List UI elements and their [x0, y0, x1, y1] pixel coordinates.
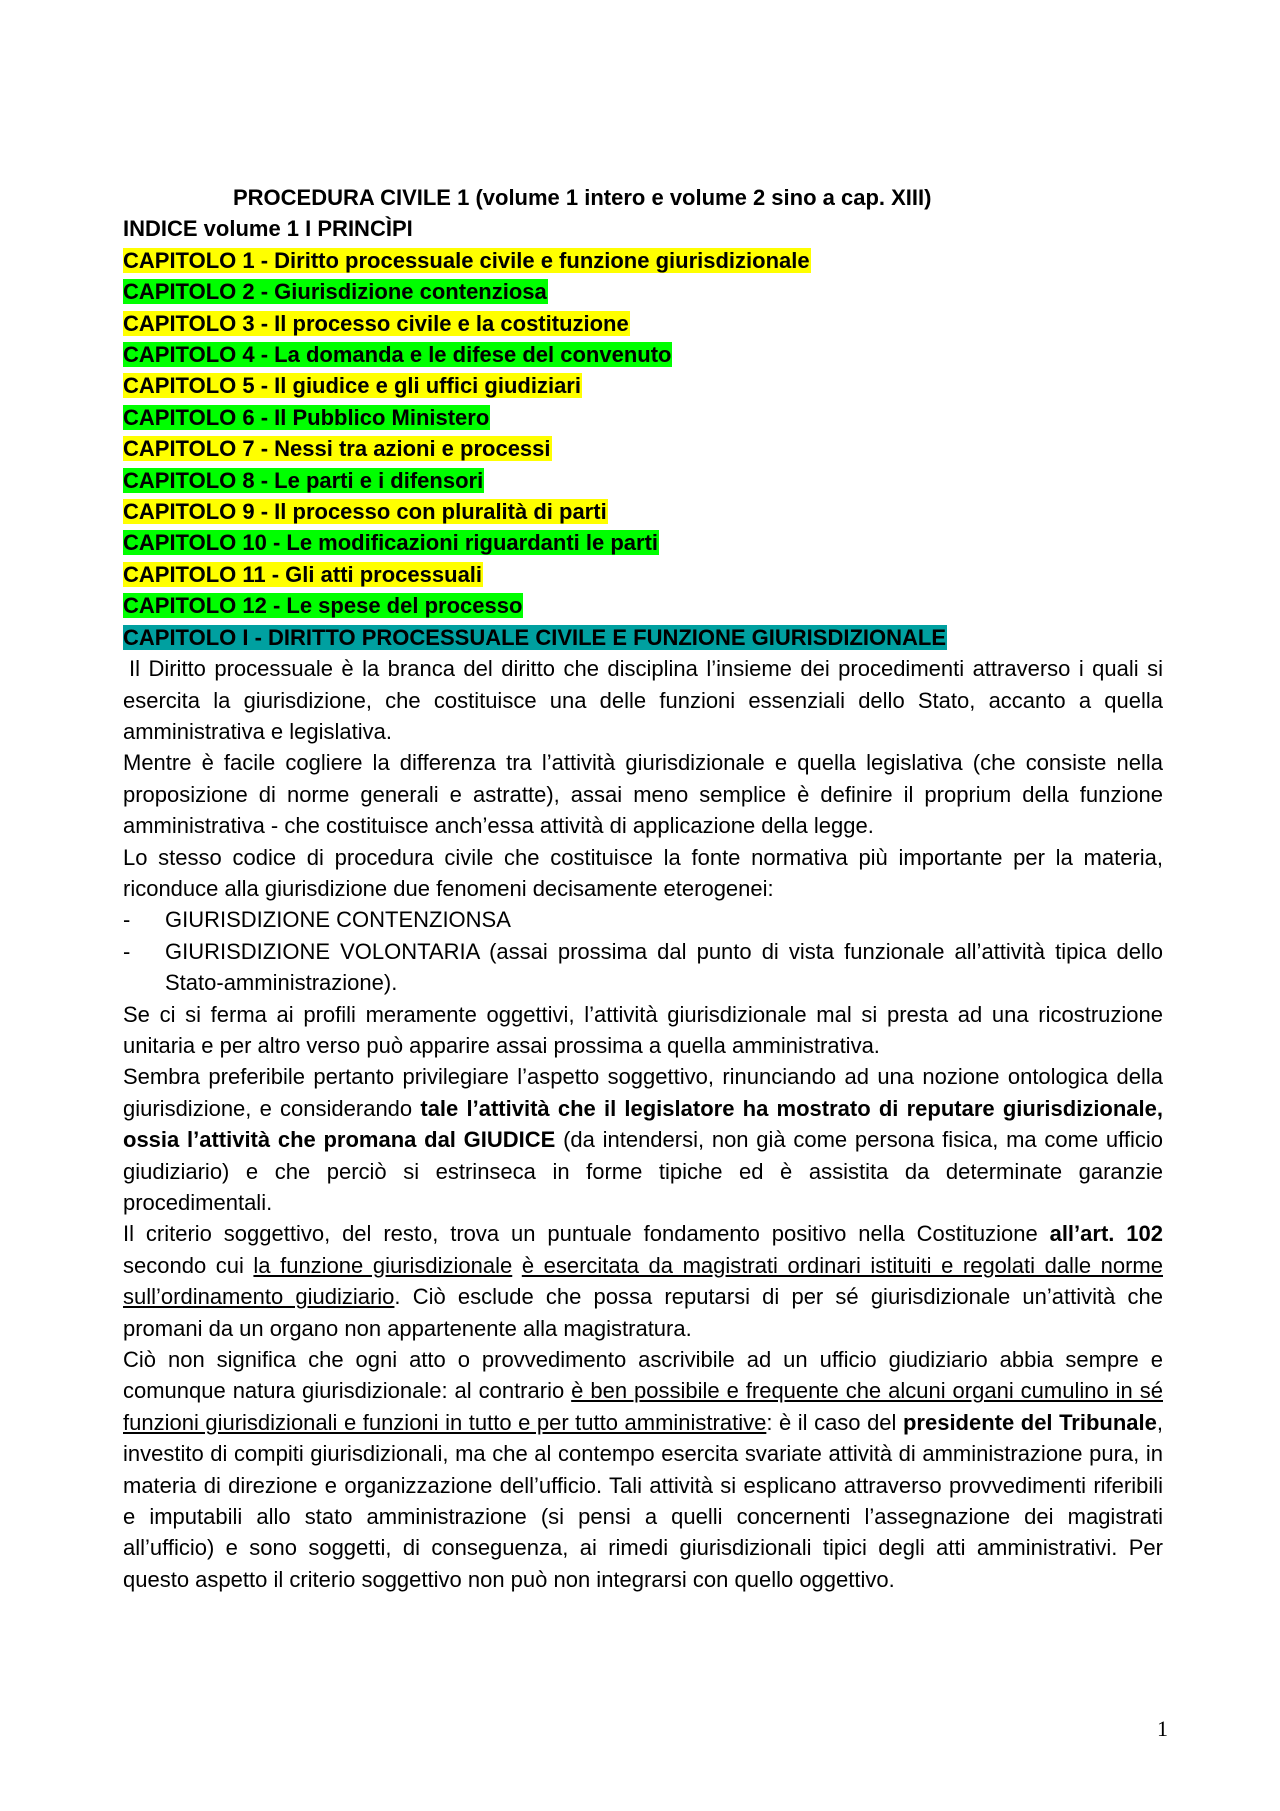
- toc-item: [123, 559, 1163, 590]
- toc-item-label: CAPITOLO 10 - Le modificazioni riguardanti le parti: [123, 530, 659, 556]
- toc-item-label: CAPITOLO 11 - Gli atti processuali: [123, 561, 483, 587]
- p5-bold: tale l’attività che il legislatore ha mostrato di reputare giurisdizionale, ossia l’attività che promana dal GIUDICE: [123, 1095, 1163, 1153]
- paragraph-5: [123, 1061, 1163, 1218]
- p5-text-c: (da intendersi, non già come persona fisica, ma come ufficio giudiziario) e che perciò si estrinseca in forme tipiche ed è assistita da determinate garanzie procedimentali.: [123, 1127, 1163, 1215]
- p6-underline-1: la funzione giurisdizionale: [253, 1252, 513, 1278]
- document-title: PROCEDURA CIVILE 1 (volume 1 intero e volume 2 sino a cap. XIII): [233, 185, 932, 210]
- p6-bold-article: all’art. 102: [1049, 1221, 1163, 1247]
- toc-item: [123, 433, 1163, 464]
- p6-text-g: . Ciò esclude che possa reputarsi di per sé giurisdizionale un’attività che promani da un organo non appartenente alla magistratura.: [123, 1284, 1163, 1341]
- page-number: 1: [1157, 1716, 1168, 1741]
- paragraph-4: Se ci si ferma ai profili meramente oggettivi, l’attività giurisdizionale mal si presta ad una ricostruzione unitaria e per altro verso può apparire assai prossima a quella amministrativa.: [123, 1001, 1163, 1058]
- list-item-text: GIURISDIZIONE VOLONTARIA (assai prossima dal punto di vista funzionale all’attività tipica dello Stato-amministrazione).: [165, 938, 1163, 996]
- table-of-contents: [123, 245, 1163, 622]
- p5-text-a: Sembra preferibile pertanto privilegiare l’aspetto soggettivo, rinunciando ad una nozione ontologica della giurisdizione, e considerando: [123, 1064, 1163, 1121]
- toc-item-label: CAPITOLO 3 - Il processo civile e la costituzione: [123, 310, 629, 336]
- index-title: INDICE volume 1 I PRINCÌPI: [123, 216, 413, 242]
- toc-item: [123, 276, 1163, 307]
- page-content: [123, 182, 1163, 1595]
- toc-item: [123, 245, 1163, 276]
- toc-item: [123, 402, 1163, 433]
- p6-text-a: Il criterio soggettivo, del resto, trova un puntuale fondamento positivo nella Costituzione: [123, 1221, 1050, 1247]
- list-item: [123, 936, 1163, 999]
- toc-item-label: CAPITOLO 1 - Diritto processuale civile e funzione giurisdizionale: [123, 247, 810, 273]
- toc-item-label: CAPITOLO 5 - Il giudice e gli uffici giudiziari: [123, 373, 581, 399]
- p7-underline: è ben possibile e frequente che alcuni organi cumulino in sé funzioni giurisdizionali e funzioni in tutto e per tutto amministrative: [123, 1378, 1163, 1435]
- p6-text-c: secondo cui: [123, 1252, 254, 1278]
- list-dash: -: [123, 938, 131, 964]
- toc-item: [123, 527, 1163, 558]
- paragraph-3: Lo stesso codice di procedura civile che costituisce la fonte normativa più importante per la materia, riconduce alla giurisdizione due fenomeni decisamente eterogenei:: [123, 844, 1163, 901]
- p6-underline-2: è esercitata da magistrati ordinari istituiti e regolati dalle norme sull’ordinamento giudiziario: [123, 1252, 1163, 1310]
- list-dash: -: [123, 907, 131, 933]
- p7-text-a: Ciò non significa che ogni atto o provvedimento ascrivibile ad un ufficio giudiziario abbia sempre e comunque natura giurisdizionale: al contrario: [123, 1347, 1163, 1404]
- jurisdiction-types-list: [123, 904, 1163, 998]
- toc-item-label: CAPITOLO 12 - Le spese del processo: [123, 593, 523, 619]
- p7-bold: presidente del Tribunale: [902, 1409, 1157, 1435]
- toc-item: [123, 308, 1163, 339]
- paragraph-6: [123, 1218, 1163, 1344]
- chapter-heading: [123, 622, 1163, 653]
- toc-item: [123, 370, 1163, 401]
- paragraph-7: [123, 1344, 1163, 1595]
- toc-item-label: CAPITOLO 8 - Le parti e i difensori: [123, 467, 484, 493]
- toc-item: [123, 465, 1163, 496]
- toc-item: [123, 590, 1163, 621]
- chapter-heading-label: CAPITOLO I - DIRITTO PROCESSUALE CIVILE E FUNZIONE GIURISDIZIONALE: [123, 624, 947, 650]
- paragraph-2: Mentre è facile cogliere la differenza tra l’attività giurisdizionale e quella legislativa (che consiste nella proposizione di norme generali e astratte), assai meno semplice è definire il proprium della funzione amministrativa - che costituisce anch’essa attività di applicazione della legge.: [123, 750, 1163, 839]
- toc-item: [123, 339, 1163, 370]
- toc-item-label: CAPITOLO 6 - Il Pubblico Ministero: [123, 404, 490, 430]
- p7-text-e: , investito di compiti giurisdizionali, ma che al contempo esercita svariate attività di amministrazione pura, in materia di direzione e organizzazione dell’ufficio. Tali attività si esplicano attraverso provvedimenti riferibili e imputabili allo stato amministrazione (si pensi a quelli concernenti l’assegnazione dei magistrati all’ufficio) e sono soggetti, di conseguenza, ai rimedi giurisdizionali tipici degli atti amministrativi. Per questo aspetto il criterio soggettivo non può non integrarsi con quello oggettivo.: [123, 1409, 1163, 1592]
- toc-item: [123, 496, 1163, 527]
- toc-item-label: CAPITOLO 7 - Nessi tra azioni e processi: [123, 436, 551, 462]
- toc-item-label: CAPITOLO 2 - Giurisdizione contenziosa: [123, 279, 547, 305]
- list-item: [123, 904, 1163, 935]
- toc-item-label: CAPITOLO 9 - Il processo con pluralità di parti: [123, 499, 607, 525]
- toc-item-label: CAPITOLO 4 - La domanda e le difese del convenuto: [123, 342, 672, 368]
- paragraph-1: Il Diritto processuale è la branca del diritto che disciplina l’insieme dei procedimenti attraverso i quali si esercita la giurisdizione, che costituisce una delle funzioni essenziali dello Stato, accanto a quella amministrativa e legislativa.: [123, 656, 1163, 744]
- p6-text-e: [512, 1253, 522, 1278]
- list-item-text: GIURISDIZIONE CONTENZIONSA: [165, 907, 511, 933]
- p7-text-c: : è il caso del: [766, 1409, 903, 1435]
